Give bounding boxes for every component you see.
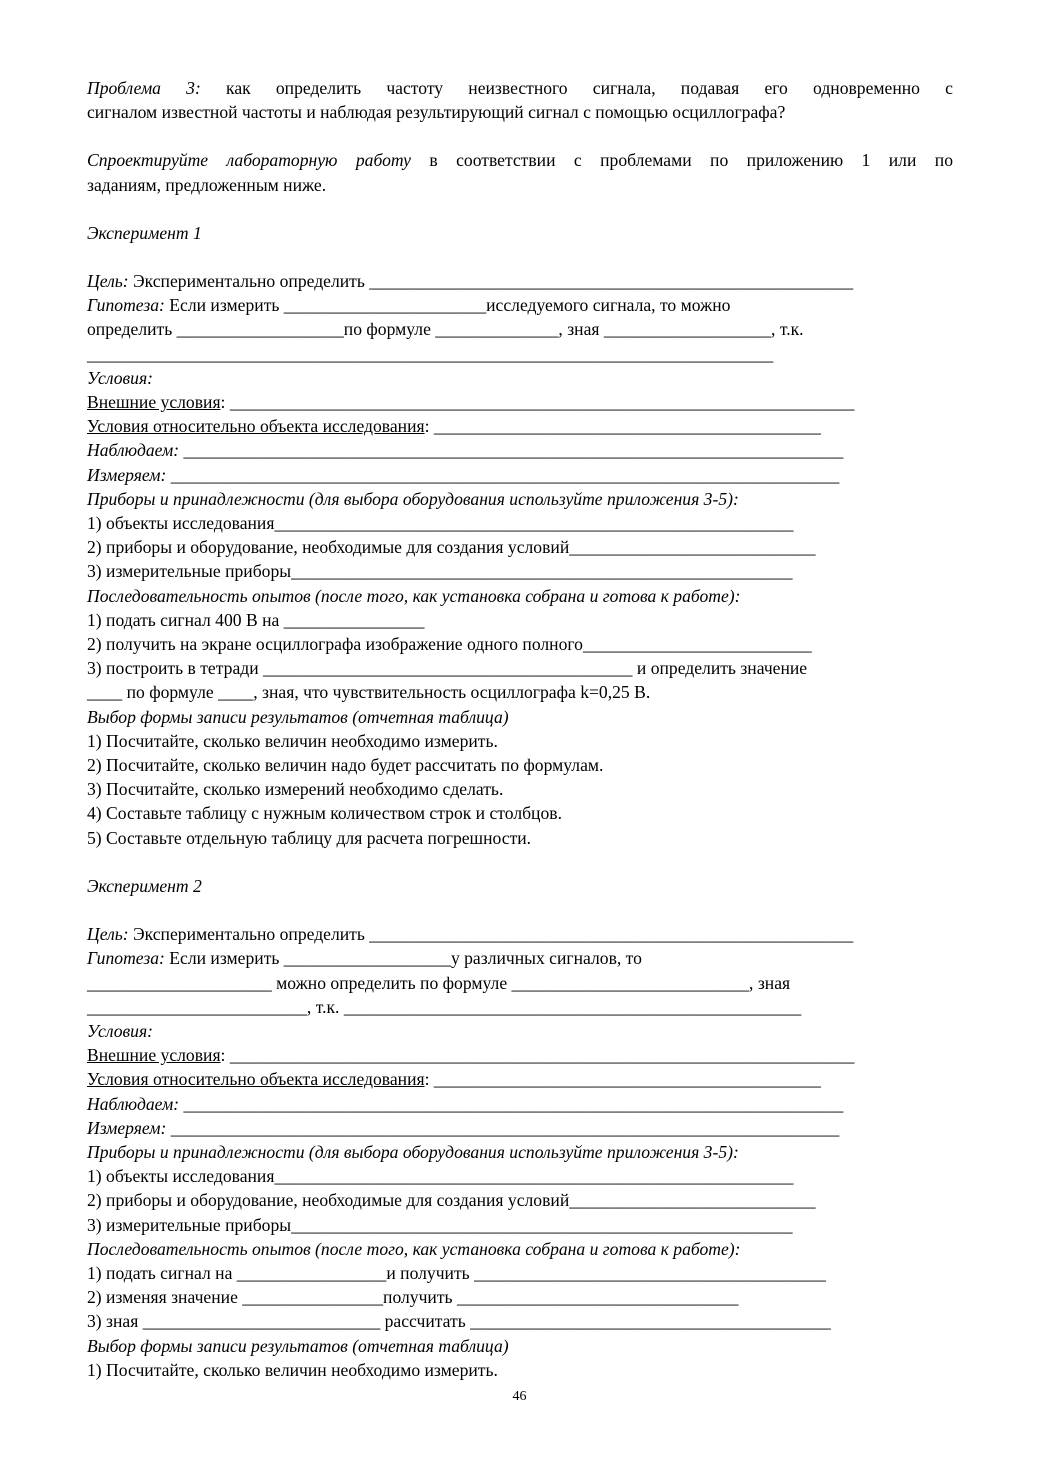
exp2-device-2: 2) приборы и оборудование, необходимые для создания условий____________________________ <box>87 1190 816 1211</box>
exp1-object-conditions: Условия относительно объекта исследования: ____________________________________________ <box>87 416 821 437</box>
exp1-hypothesis-line-3: ______________________________________________________________________________ <box>87 343 774 364</box>
exp1-device-1: 1) объекты исследования___________________________________________________________ <box>87 513 794 534</box>
exp2-step-3: 3) зная ___________________________ рассчитать _________________________________________ <box>87 1311 831 1332</box>
exp2-devices-label: Приборы и принадлежности (для выбора оборудования используйте приложения 3-5): <box>87 1141 739 1162</box>
experiment-1-title: Эксперимент 1 <box>87 222 202 243</box>
exp2-measure: Измеряем: ____________________________________________________________________________ <box>87 1117 840 1138</box>
exp2-form-1: 1) Посчитайте, сколько величин необходимо измерить. <box>87 1359 498 1380</box>
design-emphasis: Спроектируйте лабораторную работу <box>87 150 411 171</box>
exp2-observe: Наблюдаем: ___________________________________________________________________________ <box>87 1093 844 1114</box>
exp1-sequence-label: Последовательность опытов (после того, как установка собрана и готова к работе): <box>87 585 741 606</box>
exp1-hypothesis: Гипотеза: Если измерить _______________________исследуемого сигнала, то можно <box>87 295 731 316</box>
exp1-form-label: Выбор формы записи результатов (отчетная таблица) <box>87 706 509 727</box>
exp2-device-1: 1) объекты исследования___________________________________________________________ <box>87 1166 794 1187</box>
page-number: 46 <box>512 1389 527 1404</box>
exp2-step-1: 1) подать сигнал на _________________и получить ________________________________________ <box>87 1262 826 1283</box>
exp1-conditions-label: Условия: <box>87 367 153 388</box>
exp1-hypothesis-line-2: определить ___________________по формуле ______________, зная ___________________, т.к. <box>87 319 804 340</box>
problem-3-line-2: сигналом известной частоты и наблюдая результирующий сигнал с помощью осциллографа? <box>87 102 786 123</box>
exp1-devices-label: Приборы и принадлежности (для выбора оборудования используйте приложения 3-5): <box>87 488 739 509</box>
exp2-hypothesis-line-2: _____________________ можно определить по формуле ___________________________, зная <box>87 972 791 993</box>
exp2-device-3: 3) измерительные приборы_________________________________________________________ <box>87 1214 793 1235</box>
design-line-2: заданиям, предложенным ниже. <box>87 174 327 195</box>
design-line-1: Спроектируйте лабораторную работу в соответствии с проблемами по приложению 1 или по <box>87 150 953 171</box>
exp1-form-3: 3) Посчитайте, сколько измерений необходимо сделать. <box>87 779 504 800</box>
exp1-observe: Наблюдаем: ___________________________________________________________________________ <box>87 440 844 461</box>
document-page <box>87 76 953 1382</box>
exp1-step-1: 1) подать сигнал 400 В на ________________ <box>87 609 425 630</box>
exp1-step-3-cont: ____ по формуле ____, зная, что чувствительность осциллографа k=0,25 В. <box>87 682 651 703</box>
exp1-device-2: 2) приборы и оборудование, необходимые для создания условий____________________________ <box>87 537 816 558</box>
exp2-object-conditions: Условия относительно объекта исследования: ____________________________________________ <box>87 1069 821 1090</box>
exp2-hypothesis-line-3: _________________________, т.к. ____________________________________________________ <box>87 996 802 1017</box>
exp1-form-1: 1) Посчитайте, сколько величин необходимо измерить. <box>87 730 498 751</box>
exp2-conditions-label: Условия: <box>87 1020 153 1041</box>
exp2-hypothesis: Гипотеза: Если измерить ___________________у различных сигналов, то <box>87 948 642 969</box>
exp1-goal: Цель: Экспериментально определить _______________________________________________________ <box>87 271 854 292</box>
problem-3-label: Проблема 3: <box>87 78 201 98</box>
exp1-form-5: 5) Составьте отдельную таблицу для расчета погрешности. <box>87 827 532 848</box>
exp2-goal: Цель: Экспериментально определить _______________________________________________________ <box>87 924 854 945</box>
exp1-form-2: 2) Посчитайте, сколько величин надо будет рассчитать по формулам. <box>87 755 604 776</box>
exp2-sequence-label: Последовательность опытов (после того, как установка собрана и готова к работе): <box>87 1238 741 1259</box>
exp1-form-4: 4) Составьте таблицу с нужным количеством строк и столбцов. <box>87 803 562 824</box>
exp1-device-3: 3) измерительные приборы_________________________________________________________ <box>87 561 793 582</box>
exp1-measure: Измеряем: ____________________________________________________________________________ <box>87 464 840 485</box>
exp2-form-label: Выбор формы записи результатов (отчетная таблица) <box>87 1335 509 1356</box>
exp2-step-2: 2) изменяя значение ________________получить ________________________________ <box>87 1287 739 1308</box>
exp2-external-conditions: Внешние условия: _______________________________________________________________________ <box>87 1045 855 1066</box>
exp1-step-3: 3) построить в тетради __________________________________________ и определить значение <box>87 658 808 679</box>
exp1-step-2: 2) получить на экране осциллографа изображение одного полного__________________________ <box>87 634 812 655</box>
exp1-external-conditions: Внешние условия: _______________________________________________________________________ <box>87 392 855 413</box>
problem-3-line-1: Проблема 3: как определить частоту неизвестного сигнала, подавая его одновременно с <box>87 78 953 98</box>
experiment-2-title: Эксперимент 2 <box>87 875 202 896</box>
